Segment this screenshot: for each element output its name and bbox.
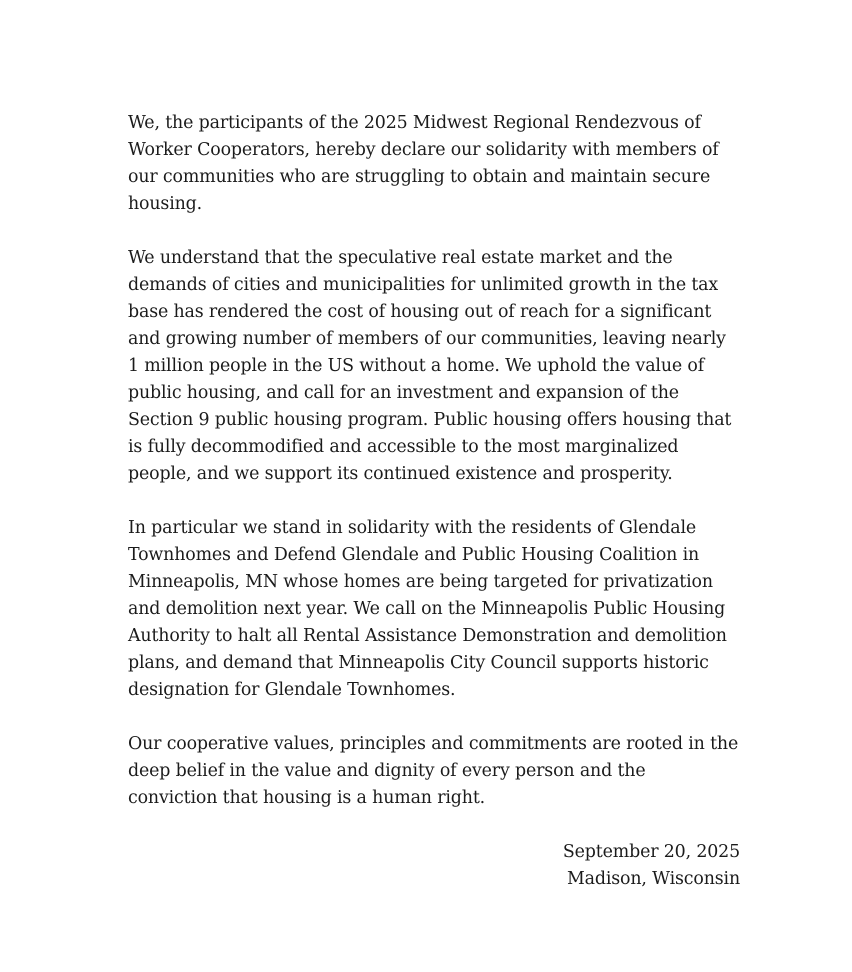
signature-location: Madison, Wisconsin <box>567 869 740 889</box>
paragraph-cooperative-values: Our cooperative values, principles and commitments are rooted in the deep belief in the value and dignity of every person and the conviction that housing is a human right. <box>128 734 739 808</box>
paragraph-public-housing: We understand that the speculative real estate market and the demands of cities and municipalities for unlimited growth in the tax base has rendered the cost of housing out of reach for a significant and growing number of members of our communities, leaving nearly 1 million people in the US without a home. We uphold the value of public housing, and call for an investment and expansion of the Section 9 public housing program. Public housing offers housing that is fully decommodified and accessible to the most marginalized people, and we support its continued existence and prosperity. <box>128 248 732 484</box>
paragraph-solidarity-declaration: We, the participants of the 2025 Midwest Regional Rendezvous of Worker Cooperators, hereby declare our solidarity with members of our communities who are struggling to obtain and maintain secure housing. <box>128 113 719 214</box>
paragraph-glendale-townhomes: In particular we stand in solidarity with the residents of Glendale Townhomes and Defend Glendale and Public Housing Coalition in Minneapolis, MN whose homes are being targeted for privatization and demolition next year. We call on the Minneapolis Public Housing Authority to halt all Rental Assistance Demonstration and demolition plans, and demand that Minneapolis City Council supports historic designation for Glendale Townhomes. <box>128 518 727 700</box>
document-body <box>128 110 740 893</box>
signature-block <box>128 839 740 893</box>
signature-date: September 20, 2025 <box>562 842 740 862</box>
